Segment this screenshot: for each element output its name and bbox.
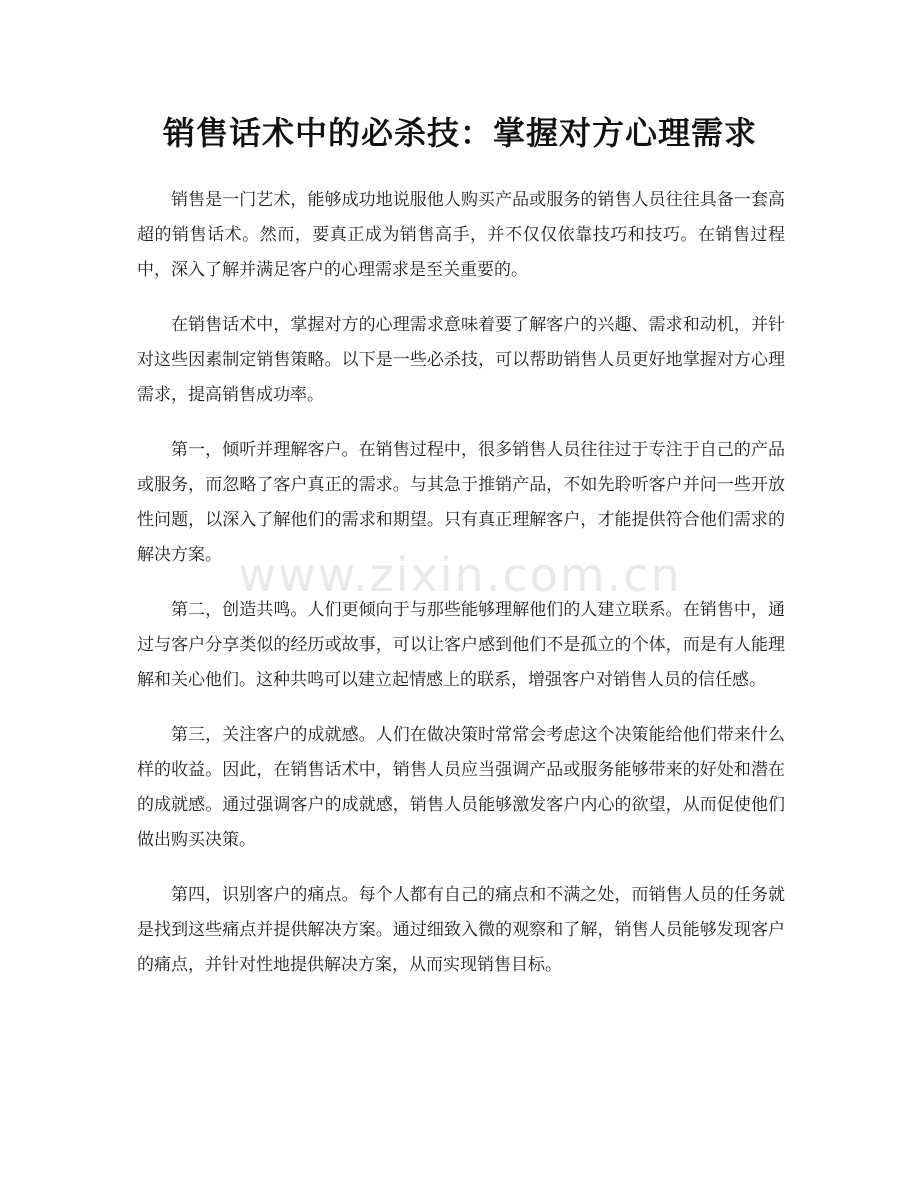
paragraph-point-3: 第三，关注客户的成就感。人们在做决策时常常会考虑这个决策能给他们带来什么样的收益。因此，在销售话术中，销售人员应当强调产品或服务能够带来的好处和潜在的成就感。通过强调客户的成就感，销售人员能够激发客户内心的欲望，从而促使他们做出购买决策。 [137,725,785,850]
paragraph-point-2: 第二，创造共鸣。人们更倾向于与那些能够理解他们的人建立联系。在销售中，通过与客户分享类似的经历或故事，可以让客户感到他们不是孤立的个体，而是有人能理解和关心他们。这种共鸣可以建立起情感上的联系，增强客户对销售人员的信任感。 [137,600,785,690]
paragraph-point-1: 第一，倾听并理解客户。在销售过程中，很多销售人员往往过于专注于自己的产品或服务，而忽略了客户真正的需求。与其急于推销产品，不如先聆听客户并问一些开放性问题，以深入了解他们的需求和期望。只有真正理解客户，才能提供符合他们需求的解决方案。 [137,440,785,565]
paragraph-intro: 销售是一门艺术，能够成功地说服他人购买产品或服务的销售人员往往具备一套高超的销售话术。然而，要真正成为销售高手，并不仅仅依靠技巧和技巧。在销售过程中，深入了解并满足客户的心理需求是至关重要的。 [137,190,785,280]
page-title: 销售话术中的必杀技：掌握对方心理需求 [162,114,757,152]
paragraph-point-4: 第四，识别客户的痛点。每个人都有自己的痛点和不满之处，而销售人员的任务就是找到这些痛点并提供解决方案。通过细致入微的观察和了解，销售人员能够发现客户的痛点，并针对性地提供解决方案，从而实现销售目标。 [137,885,785,975]
watermark: www.zixin.com.cn [238,548,682,602]
paragraph-overview: 在销售话术中，掌握对方的心理需求意味着要了解客户的兴趣、需求和动机，并针对这些因素制定销售策略。以下是一些必杀技，可以帮助销售人员更好地掌握对方心理需求，提高销售成功率。 [137,315,785,405]
document-body [137,183,785,1003]
